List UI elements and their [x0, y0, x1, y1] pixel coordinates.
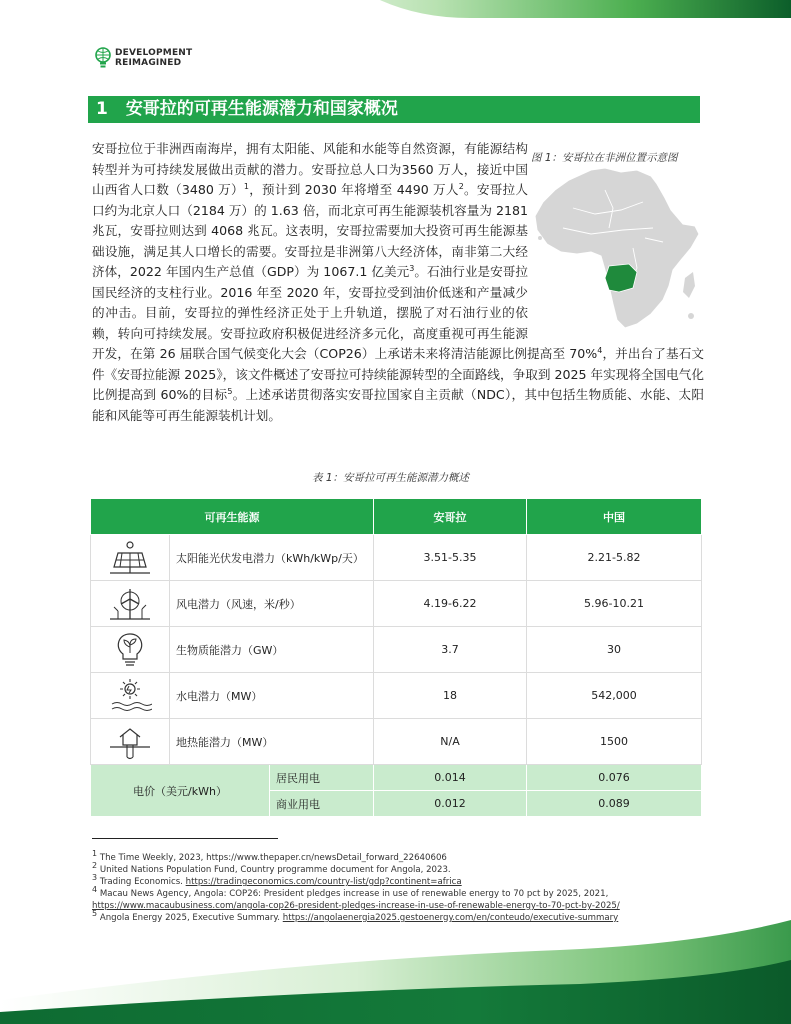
footnote-text: Trading Economics.: [99, 877, 186, 887]
table-caption: 表 1：安哥拉可再生能源潜力概述: [312, 472, 470, 484]
table-header-row: [91, 499, 702, 535]
footnote-item: [92, 885, 712, 900]
biomass-bulb-icon: [108, 631, 152, 669]
row-label: 太阳能光伏发电潜力（kWh/kWp/天）: [170, 535, 374, 581]
row-angola-value: N/A: [374, 719, 527, 765]
footnote-ref-2: 2: [458, 181, 464, 191]
footnote-text: Macau News Agency, Angola: COP26: President pledges increase in use of renewable energy to 70 pct by 2025, 2021,: [99, 889, 609, 899]
wind-turbine-icon: [108, 585, 152, 623]
top-gradient-bar: [0, 0, 791, 18]
table-row: [91, 581, 702, 627]
footnote-ref-3: 3: [409, 263, 415, 273]
row-angola-value: 4.19-6.22: [374, 581, 527, 627]
row-angola-value: 3.7: [374, 627, 527, 673]
price-type: 居民用电: [270, 765, 374, 791]
table-icon-cell: [91, 627, 170, 673]
footnote-link[interactable]: https://www.macaubusiness.com/angola-cop26-president-pledges-increase-in-use-of-renewable-energy-to-70-pct-by-2025/: [92, 901, 620, 911]
footnote-number: 3: [92, 873, 98, 883]
price-type: 商业用电: [270, 791, 374, 817]
price-angola-value: 0.012: [374, 791, 527, 817]
body-text-6: 。上述承诺贯彻落实安哥拉国家自主贡献（NDC），其中包括生物质能、水能、太阳能和风能等可再生能源装机计划。: [92, 387, 704, 423]
footnote-link[interactable]: https://angolaenergia2025.gestoenergy.com/en/conteudo/executive-summary: [282, 913, 619, 923]
row-label: 风电潜力（风速，米/秒）: [170, 581, 374, 627]
body-text-4: 。石油行业是安哥拉国民经济的支柱行业。2016 年至 2020 年，安哥拉受到油价低迷和产量减少的冲击。目前，安哥拉的弹性经济正处于上升轨道，摆脱了对石油行业的依赖，转向可持续发展。安哥拉政府积极促进经济多元化，高度重视可再生能源开发，在第 26 届联合国气候变化大会（COP26）上承诺未来将清洁能源比例提高至 70%: [92, 264, 598, 361]
solar-panel-icon: [108, 539, 152, 577]
table-row: [91, 627, 702, 673]
section-title: 安哥拉的可再生能源潜力和国家概况: [125, 99, 398, 119]
row-china-value: 2.21-5.82: [527, 535, 702, 581]
footnote-link[interactable]: https://tradingeconomics.com/country-list/gdp?continent=africa: [185, 877, 462, 887]
geothermal-icon: [108, 723, 152, 761]
footnote-ref-5: 5: [227, 386, 233, 396]
row-china-value: 5.96-10.21: [527, 581, 702, 627]
renewable-potential-table: [90, 498, 702, 817]
body-text-3: 。安哥拉人口约为北京人口（2184 万）的 1.63 倍，而北京可再生能源装机容量为 2181 兆瓦，安哥拉则达到 4068 兆瓦。这表明，安哥拉需要加大投资可再生能源基础设施，满足其人口增长的需要。安哥拉是非洲第八大经济体，南非第二大经济体，2022 年国内生产总值（GDP）为 1067.1 亿美元: [92, 182, 528, 279]
price-china-value: 0.076: [527, 765, 702, 791]
footnote-number: 1: [92, 849, 98, 859]
section-number: 1: [96, 99, 108, 119]
body-text-2: ，预计到 2030 年将增至 4490 万人: [248, 182, 459, 197]
footnote-number: 5: [92, 909, 98, 919]
footnote-divider: [92, 838, 278, 839]
footnote-item: [92, 861, 712, 876]
body-text-5: ，并出台了基石文件《安哥拉能源 2025》，该文件概述了安哥拉可持续能源转型的全面路线，争取到 2025 年实现将全国电气化比例提高到 60%的目标: [92, 346, 704, 402]
footnote-text: Angola Energy 2025, Executive Summary.: [99, 913, 283, 923]
header-energy-source: 可再生能源: [91, 499, 374, 535]
table-icon-cell: [91, 673, 170, 719]
footnote-item: [92, 873, 712, 888]
row-angola-value: 18: [374, 673, 527, 719]
price-label: 电价（美元/kWh）: [91, 765, 270, 817]
row-label: 生物质能潜力（GW）: [170, 627, 374, 673]
body-paragraph: [92, 139, 704, 426]
row-label: 水电潜力（MW）: [170, 673, 374, 719]
bottom-wave-decoration: [0, 900, 791, 1024]
table-row: [91, 719, 702, 765]
section-heading: [88, 96, 700, 123]
row-china-value: 1500: [527, 719, 702, 765]
brand-line-2: REIMAGINED: [115, 58, 182, 68]
table-row: [91, 673, 702, 719]
table-icon-cell: [91, 719, 170, 765]
footnote-ref-1: 1: [243, 181, 249, 191]
table-icon-cell: [91, 535, 170, 581]
lightbulb-globe-icon: [95, 47, 111, 69]
header-china: 中国: [527, 499, 702, 535]
brand-logo: [95, 47, 192, 69]
map-caption: 图 1：安哥拉在非洲位置示意图: [531, 152, 678, 164]
footnote-text: United Nations Population Fund, Country programme document for Angola, 2023.: [99, 865, 451, 875]
map-float-spacer: [528, 139, 704, 339]
footnote-number: 2: [92, 861, 98, 871]
table-row: [91, 535, 702, 581]
row-china-value: 542,000: [527, 673, 702, 719]
footnote-number: 4: [92, 885, 98, 895]
body-text-1: 安哥拉位于非洲西南海岸，拥有太阳能、风能和水能等自然资源，有能源结构转型并为可持续发展做出贡献的潜力。安哥拉总人口为3560 万人，接近中国山西省人口数（3480 万）: [92, 141, 528, 197]
row-china-value: 30: [527, 627, 702, 673]
table-icon-cell: [91, 581, 170, 627]
header-angola: 安哥拉: [374, 499, 527, 535]
footnote-ref-4: 4: [597, 345, 603, 355]
price-row: [91, 765, 702, 791]
price-china-value: 0.089: [527, 791, 702, 817]
hydro-icon: [108, 677, 152, 715]
row-angola-value: 3.51-5.35: [374, 535, 527, 581]
brand-line-1: DEVELOPMENT: [115, 48, 193, 58]
row-label: 地热能潜力（MW）: [170, 719, 374, 765]
price-angola-value: 0.014: [374, 765, 527, 791]
footnote-item: [92, 849, 712, 864]
footnote-text: The Time Weekly, 2023, https://www.thepaper.cn/newsDetail_forward_22640606: [99, 853, 447, 863]
